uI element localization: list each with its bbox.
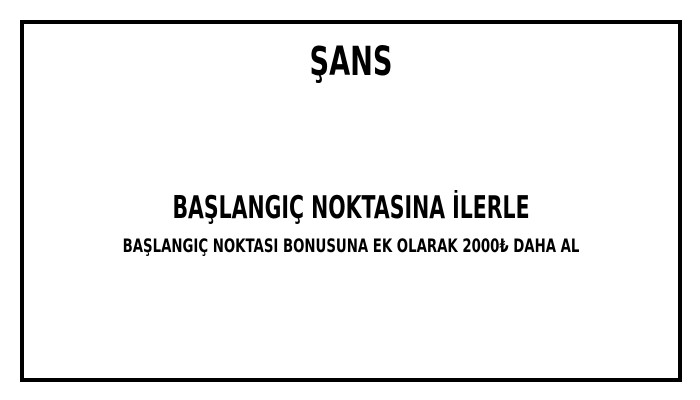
card-heading: BAŞLANGIÇ NOKTASINA İLERLE: [172, 190, 530, 226]
chance-card: [20, 20, 682, 382]
card-title: ŞANS: [309, 39, 393, 85]
card-description: BAŞLANGIÇ NOKTASI BONUSUNA EK OLARAK 2000₺ DAHA AL: [122, 235, 580, 257]
